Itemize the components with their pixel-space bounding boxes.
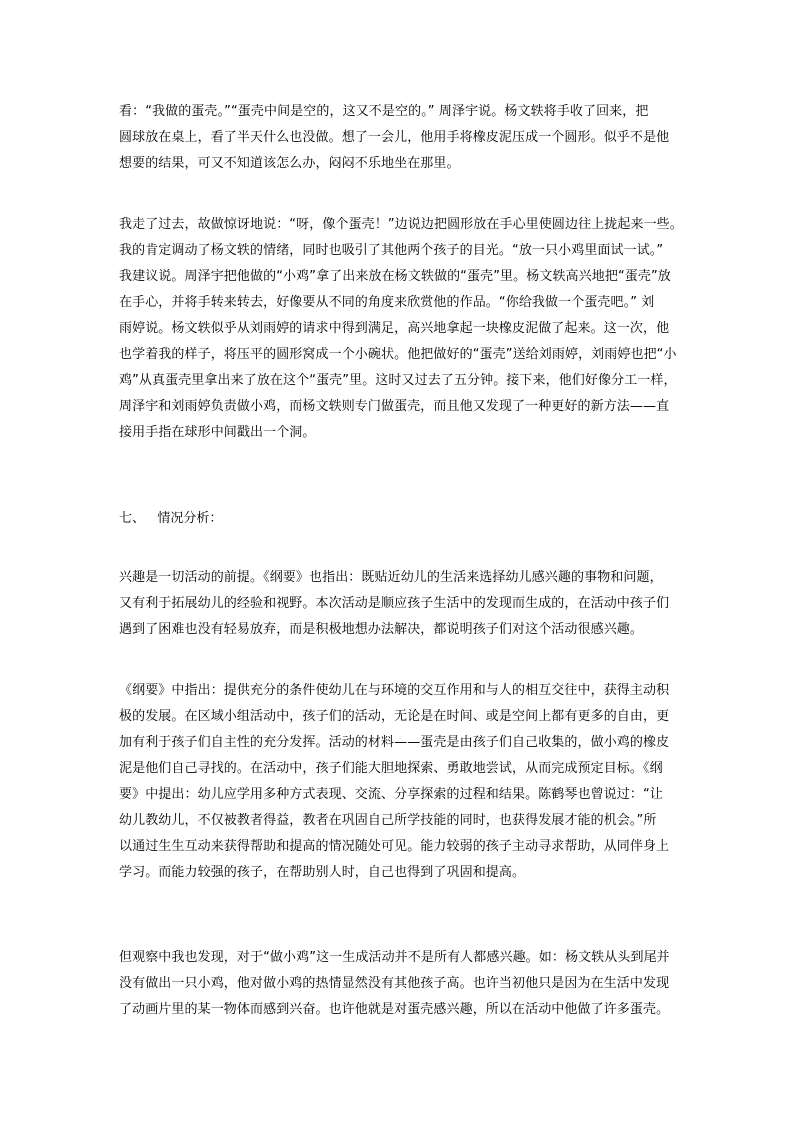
text-line: 我走了过去，故做惊讶地说：“呀，像个蛋壳！”边说边把圆形放在手心里使圆边往上拢起来一些。	[119, 217, 683, 232]
text-line: 以通过生生互动来获得帮助和提高的情况随处可见。能力较弱的孩子主动寻求帮助，从同伴身上	[119, 839, 670, 854]
text-line: 又有利于拓展幼儿的经验和视野。本次活动是顺应孩子生活中的发现而生成的，在活动中孩子们	[119, 596, 670, 611]
text-line: 加有利于孩子们自主性的充分发挥。活动的材料——蛋壳是由孩子们自己收集的，做小鸡的橡皮	[119, 735, 670, 750]
text-line: 但观察中我也发现，对于“做小鸡”这一生成活动并不是所有人都感兴趣。如：杨文轶从头到尾并	[119, 950, 670, 965]
paragraph-teacher-intervention	[119, 212, 683, 446]
section-heading: 七、 情况分析：	[119, 511, 223, 526]
paragraph-eggshell-dialogue	[119, 99, 675, 177]
text-line: 鸡”从真蛋壳里拿出来了放在这个“蛋壳”里。这时又过去了五分钟。接下来，他们好像分工一样，	[119, 373, 677, 388]
text-line: 《纲要》中指出：提供充分的条件使幼儿在与环境的交互作用和与人的相互交往中，获得主动积	[119, 683, 670, 698]
text-line: 看：“我做的蛋壳。”“蛋壳中间是空的，这又不是空的。” 周泽宇说。杨文轶将手收了回来，把	[119, 104, 649, 119]
text-line: 圆球放在桌上，看了半天什么也没做。想了一会儿，他用手将橡皮泥压成一个圆形。似乎不是他	[119, 130, 670, 145]
text-line: 极的发展。在区域小组活动中，孩子们的活动，无论是在时间、或是空间上都有更多的自由，更	[119, 709, 670, 724]
text-line: 幼儿教幼儿，不仅被教者得益，教者在巩固自己所学技能的同时，也获得发展才能的机会。”所	[119, 813, 657, 828]
text-line: 也学着我的样子，将压平的圆形窝成一个小碗状。他把做好的“蛋壳”送给刘雨婷，刘雨婷也把“小	[119, 347, 677, 362]
paragraph-guideline-analysis	[119, 678, 675, 886]
text-line: 泥是他们自己寻找的。在活动中，孩子们能大胆地探索、勇敢地尝试，从而完成预定目标。《纲	[119, 761, 663, 776]
paragraph-observation-note	[119, 945, 675, 1023]
text-line: 没有做出一只小鸡，他对做小鸡的热情显然没有其他孩子高。也许当初他只是因为在生活中发现	[119, 976, 670, 991]
text-line: 雨婷说。杨文轶似乎从刘雨婷的请求中得到满足，高兴地拿起一块橡皮泥做了起来。这一次，他	[119, 321, 670, 336]
text-line: 我建议说。周泽宇把他做的“小鸡”拿了出来放在杨文轶做的“蛋壳”里。杨文轶高兴地把“蛋壳”放	[119, 269, 671, 284]
text-line: 我的肯定调动了杨文轶的情绪，同时也吸引了其他两个孩子的目光。“放一只小鸡里面试一试。”	[119, 243, 664, 258]
text-line: 在手心，并将手转来转去，好像要从不同的角度来欣赏他的作品。“你给我做一个蛋壳吧。” 刘	[119, 295, 655, 310]
paragraph-interest-analysis	[119, 565, 675, 643]
text-line: 想要的结果，可又不知道该怎么办，闷闷不乐地坐在那里。	[119, 156, 460, 171]
text-line: 兴趣是一切活动的前提。《纲要》也指出：既贴近幼儿的生活来选择幼儿感兴趣的事物和问题，	[119, 570, 663, 585]
text-line: 周泽宇和刘雨婷负责做小鸡，而杨文轶则专门做蛋壳，而且他又发现了一种更好的新方法——直	[119, 399, 670, 414]
text-line: 接用手指在球形中间戳出一个洞。	[119, 425, 316, 440]
text-line: 学习。而能力较强的孩子，在帮助别人时，自己也得到了巩固和提高。	[119, 865, 526, 880]
text-line: 了动画片里的某一物体而感到兴奋。也许他就是对蛋壳感兴趣，所以在活动中他做了许多蛋壳。	[119, 1002, 670, 1017]
text-line: 要》中提出：幼儿应学用多种方式表现、交流、分享探索的过程和结果。陈鹤琴也曾说过：“让	[119, 787, 663, 802]
text-line: 遇到了困难也没有轻易放弃，而是积极地想办法解决，都说明孩子们对这个活动很感兴趣。	[119, 622, 644, 637]
